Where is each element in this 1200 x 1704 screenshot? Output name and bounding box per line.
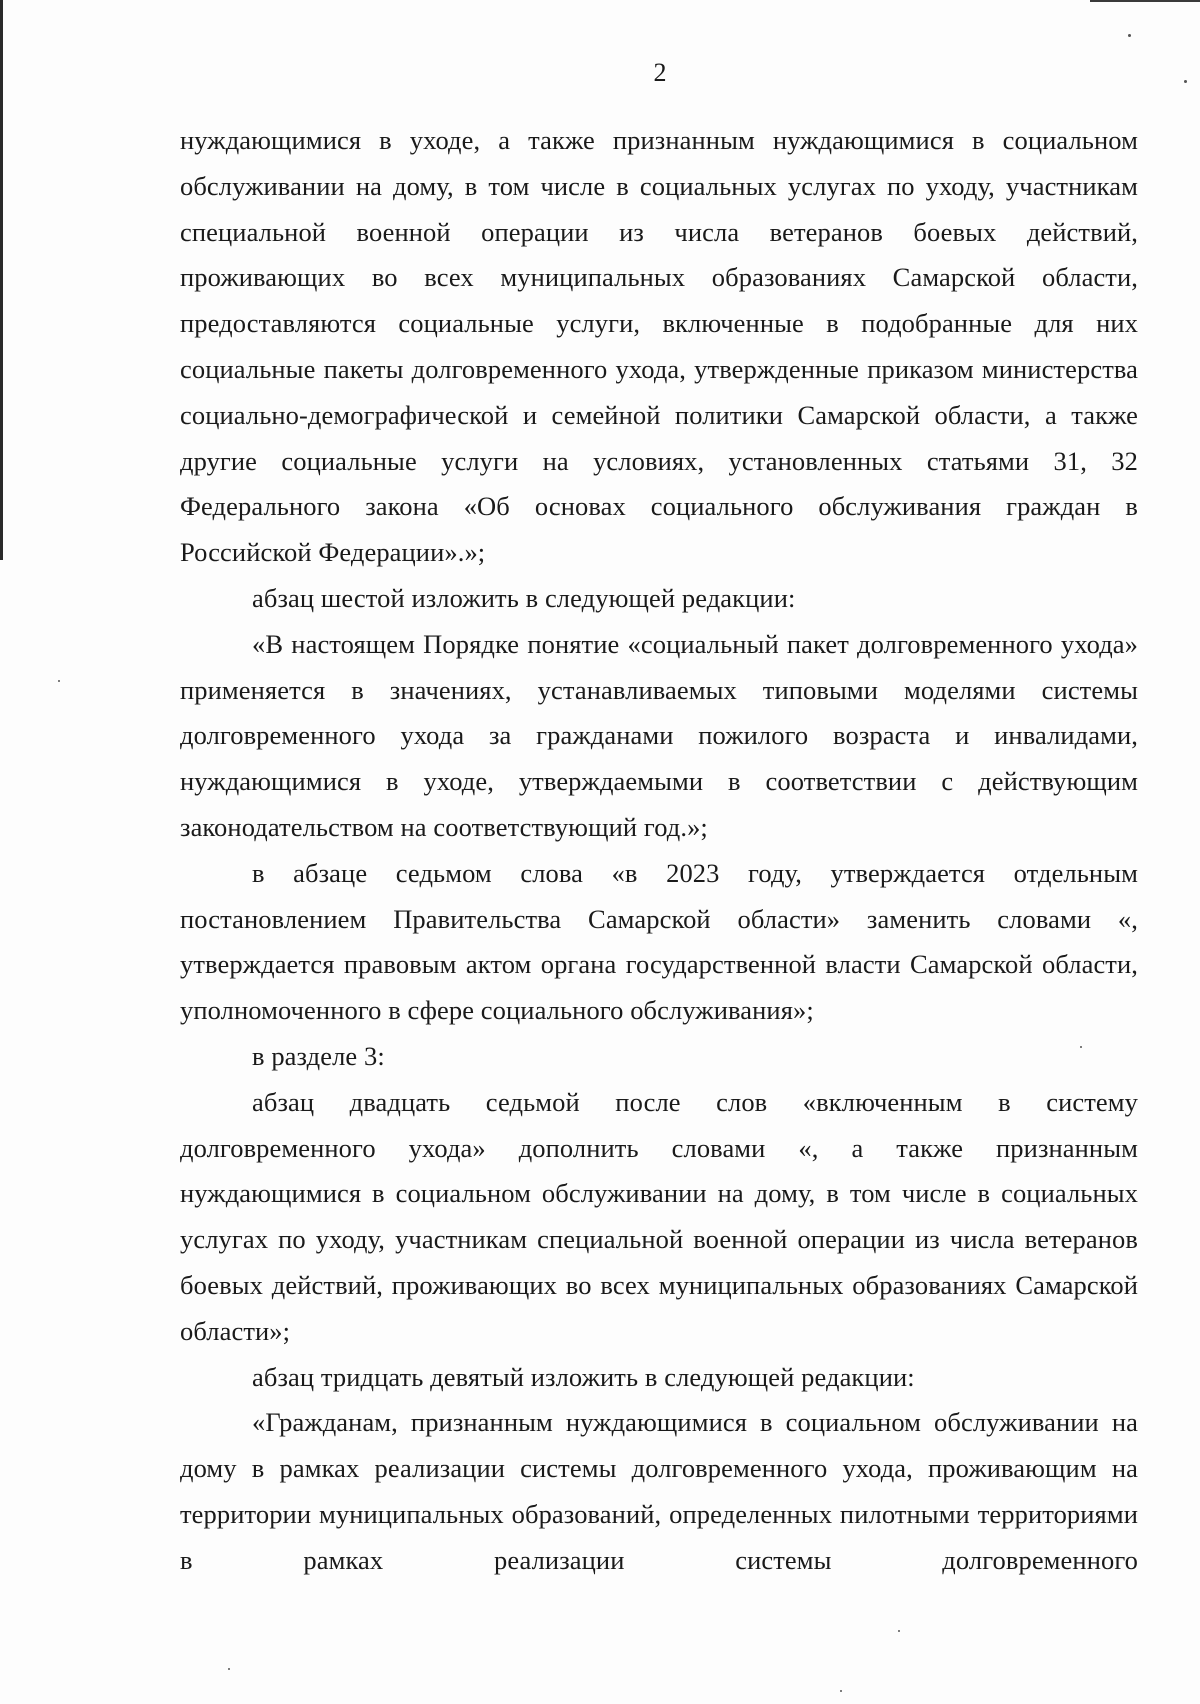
paragraph-instruction-27th: абзац двадцать седьмой после слов «включенным в систему долговременного ухода» дополнить словами «, а также признанным нуждающимися в социальном обслуживании на дому, в том числе в социальных услугах по уходу, участникам специальной военной операции из числа ветеранов боевых действий, проживающих во всех муниципальных образованиях Самарской области»; — [180, 1086, 1138, 1346]
scan-speck — [1128, 34, 1131, 37]
scan-speck — [228, 1668, 230, 1670]
document-body — [180, 118, 1138, 1584]
scan-speck — [1080, 1046, 1082, 1048]
paragraph-quote-citizens: «Гражданам, признанным нуждающимися в социальном обслуживании на дому в рамках реализации системы долговременного ухода, проживающим на территории муниципальных образований, определенных пилотными территориями в рамках реализации системы долговременного — [180, 1407, 1138, 1575]
paragraph-quote-definition: «В настоящем Порядке понятие «социальный пакет долговременного ухода» применяется в значениях, устанавливаемых типовыми моделями системы долговременного ухода за гражданами пожилого возраста и инвалидами, нуждающимися в уходе, утверждаемыми в соответствии с действующим законодательством на соответствующий год.»; — [180, 628, 1138, 842]
scan-edge-top — [1090, 0, 1200, 2]
paragraph-instruction-sixth: абзац шестой изложить в следующей редакции: — [252, 582, 796, 613]
paragraph-instruction-seventh: в абзаце седьмом слова «в 2023 году, утверждается отдельным постановлением Правительства Самарской области» заменить словами «, утверждается правовым актом органа государственной власти Самарской области, уполномоченного в сфере социального обслуживания»; — [180, 857, 1138, 1026]
scan-speck — [1184, 80, 1187, 83]
page-number: 2 — [653, 58, 667, 87]
paragraph-instruction-39th: абзац тридцать девятый изложить в следующей редакции: — [252, 1361, 915, 1392]
scan-speck — [840, 1690, 842, 1692]
paragraph-continuation: нуждающимися в уходе, а также признанным нуждающимися в социальном обслуживании на дому, в том числе в социальных услугах по уходу, участникам специальной военной операции из числа ветеранов боевых действий, проживающих во всех муниципальных образованиях Самарской области, предоставляются социальные услуги, включенные в подобранные для них социальные пакеты долговременного ухода, утвержденные приказом министерства социально-демографической и семейной политики Самарской области, а также другие социальные услуги на условиях, установленных статьями 31, 32 Федерального закона «Об основах социального обслуживания граждан в Российской Федерации».»; — [180, 125, 1138, 568]
paragraph-section-3: в разделе 3: — [252, 1040, 385, 1071]
scan-speck — [898, 1630, 900, 1632]
scan-speck — [58, 680, 60, 682]
